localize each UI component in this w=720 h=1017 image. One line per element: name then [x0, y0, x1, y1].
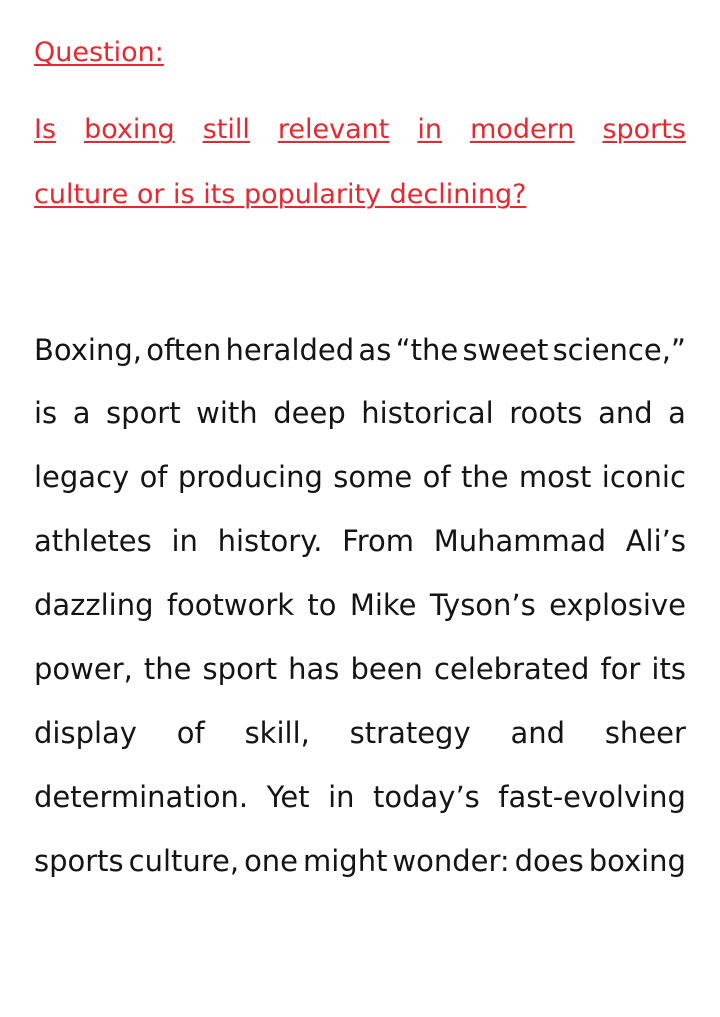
body-word: today’s: [372, 780, 480, 814]
body-word: science,”: [552, 333, 686, 367]
question-text-line-2: culture or is its popularity declining?: [34, 179, 527, 210]
body-word: is: [34, 396, 58, 430]
body-line-8: [34, 777, 686, 817]
body-word: heralded: [225, 333, 355, 367]
question-word: in: [417, 114, 443, 145]
body-word: “the: [395, 333, 459, 367]
body-word: dazzling: [34, 588, 154, 622]
body-word: sport: [202, 652, 278, 686]
body-word: its: [651, 652, 686, 686]
body-word: celebrated: [434, 652, 590, 686]
body-word: with: [196, 396, 258, 430]
body-word: does: [514, 844, 584, 878]
question-word: boxing: [84, 114, 175, 145]
body-word: historical: [361, 396, 494, 430]
body-word: of: [139, 460, 168, 494]
body-word: footwork: [166, 588, 295, 622]
body-word: fast-evolving: [498, 780, 686, 814]
body-line-7: [34, 713, 686, 753]
body-line-4: [34, 521, 686, 561]
body-word: and: [598, 396, 653, 430]
body-word: athletes: [34, 524, 152, 558]
question-word: sports: [602, 114, 686, 145]
body-word: a: [668, 396, 686, 430]
question-word: still: [202, 114, 250, 145]
body-word: has: [288, 652, 340, 686]
body-word: might: [302, 844, 388, 878]
body-line-9: [34, 841, 686, 881]
body-word: power,: [34, 652, 133, 686]
body-word: strategy: [349, 716, 471, 750]
body-word: Yet: [266, 780, 310, 814]
body-word: to: [307, 588, 337, 622]
body-word: From: [342, 524, 415, 558]
question-word: relevant: [277, 114, 390, 145]
body-word: of: [176, 716, 205, 750]
body-word: in: [171, 524, 198, 558]
body-word: roots: [509, 396, 583, 430]
body-word: iconic: [601, 460, 686, 494]
body-word: skill,: [244, 716, 310, 750]
body-word: explosive: [549, 588, 686, 622]
question-word: Is: [34, 114, 57, 145]
body-word: Mike: [349, 588, 417, 622]
body-word: some: [333, 460, 413, 494]
question-label: Question:: [34, 37, 164, 68]
body-word: been: [350, 652, 423, 686]
body-word: for: [600, 652, 641, 686]
body-word: boxing: [588, 844, 686, 878]
body-word: most: [518, 460, 592, 494]
question-text-line-1: [34, 115, 686, 145]
body-word: sport: [106, 396, 181, 430]
body-word: legacy: [34, 460, 130, 494]
body-word: and: [510, 716, 566, 750]
body-word: sheer: [604, 716, 686, 750]
body-word: Muhammad: [433, 524, 606, 558]
body-word: Ali’s: [625, 524, 686, 558]
body-word: as: [358, 333, 392, 367]
body-word: sports: [34, 844, 124, 878]
body-line-2: [34, 393, 686, 433]
body-word: Tyson’s: [429, 588, 536, 622]
body-word: a: [72, 396, 91, 430]
body-word: in: [328, 780, 355, 814]
body-word: culture,: [128, 844, 240, 878]
body-line-3: [34, 457, 686, 497]
body-word: Boxing,: [34, 333, 142, 367]
body-word: wonder:: [392, 844, 510, 878]
body-word: determination.: [34, 780, 249, 814]
body-word: often: [146, 333, 222, 367]
body-word: the: [460, 460, 509, 494]
body-word: one: [244, 844, 299, 878]
body-word: deep: [273, 396, 346, 430]
body-word: sweet: [462, 333, 549, 367]
body-word: producing: [177, 460, 323, 494]
body-line-6: [34, 649, 686, 689]
body-line-1: [34, 330, 686, 370]
body-word: display: [34, 716, 137, 750]
question-word: modern: [470, 114, 575, 145]
body-word: history.: [217, 524, 323, 558]
body-word: of: [422, 460, 451, 494]
body-line-5: [34, 585, 686, 625]
body-word: the: [143, 652, 192, 686]
